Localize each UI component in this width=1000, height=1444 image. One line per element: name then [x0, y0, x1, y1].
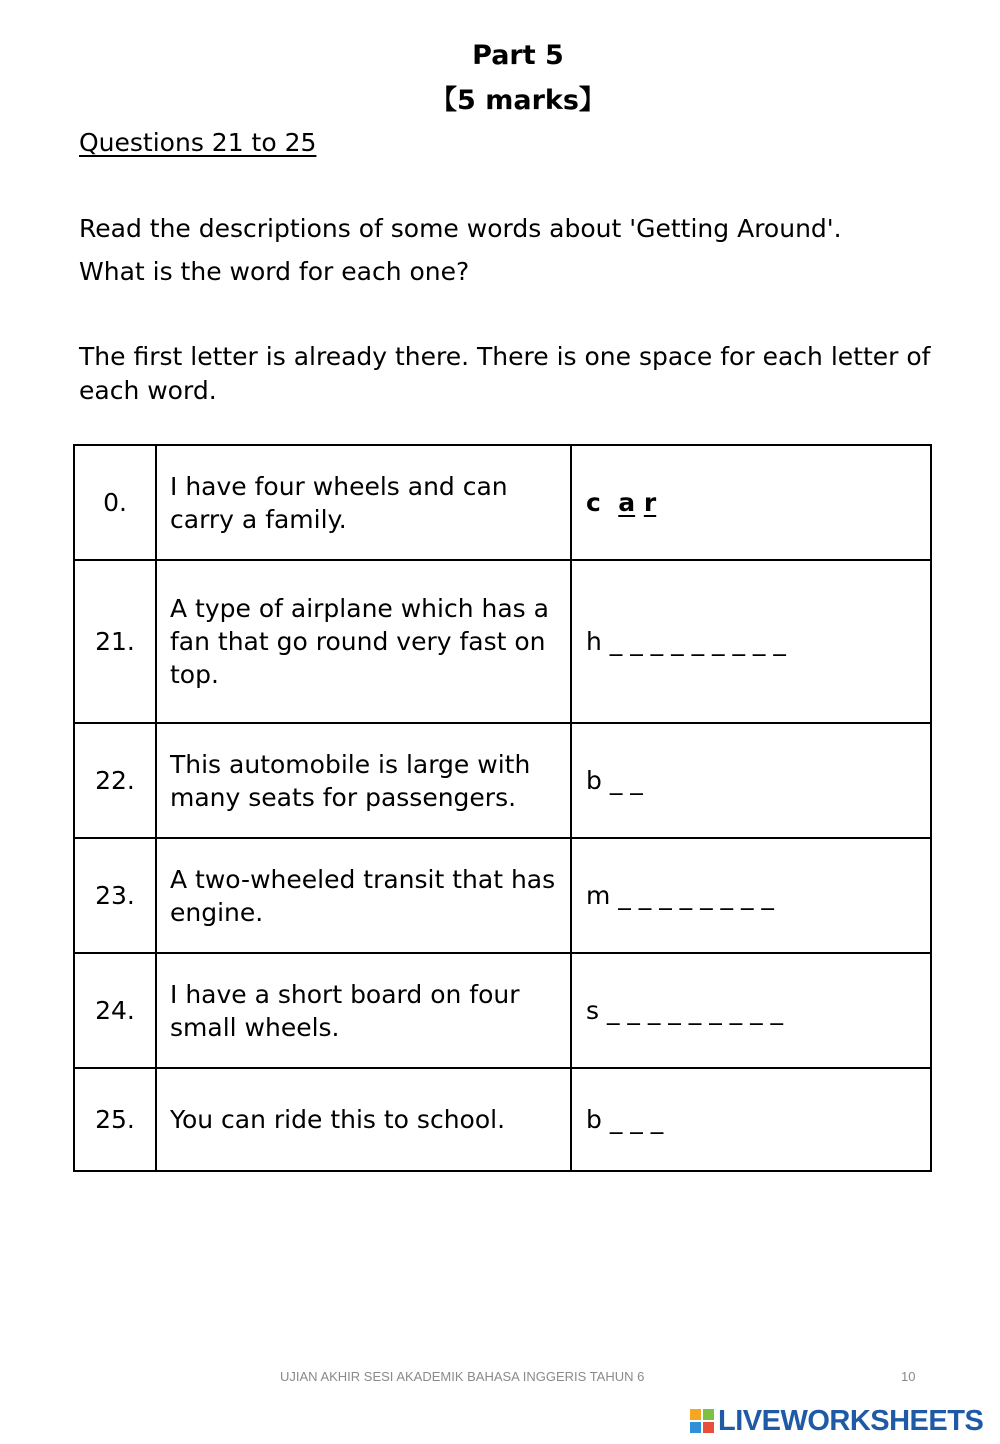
example-first-letter: c [586, 488, 601, 517]
logo-square [690, 1409, 701, 1420]
question-number: 23. [74, 838, 156, 953]
question-row-25 [74, 1068, 931, 1171]
question-row-21 [74, 560, 931, 723]
question-number: 21. [74, 560, 156, 723]
question-number: 25. [74, 1068, 156, 1171]
question-description: A two-wheeled transit that has engine. [156, 838, 571, 953]
question-row-23 [74, 838, 931, 953]
question-description: A type of airplane which has a fan that go round very fast on top. [156, 560, 571, 723]
question-description: I have four wheels and can carry a family. [156, 445, 571, 560]
question-number: 0. [74, 445, 156, 560]
page-number: 10 [901, 1369, 916, 1384]
question-row-24 [74, 953, 931, 1068]
marks-label: 【5 marks】 [430, 85, 606, 116]
question-number: 24. [74, 953, 156, 1068]
liveworksheets-brand[interactable] [690, 1404, 983, 1438]
example-row [74, 445, 931, 560]
instruction-line-3: The first letter is already there. There is one space for each letter of each word. [79, 342, 931, 405]
logo-square [703, 1422, 714, 1433]
question-number: 22. [74, 723, 156, 838]
questions-range-heading: Questions 21 to 25 [79, 128, 317, 157]
footer-text: UJIAN AKHIR SESI AKADEMIK BAHASA INGGERIS TAHUN 6 [280, 1369, 645, 1384]
answer-field[interactable]: h _ _ _ _ _ _ _ _ _ [571, 560, 931, 723]
questions-table [73, 444, 932, 1172]
question-description: This automobile is large with many seats for passengers. [156, 723, 571, 838]
example-answer [571, 445, 931, 560]
answer-field[interactable]: b _ _ _ [571, 1068, 931, 1171]
instruction-line-2: What is the word for each one? [79, 257, 470, 286]
question-row-22 [74, 723, 931, 838]
question-description: You can ride this to school. [156, 1068, 571, 1171]
question-description: I have a short board on four small wheels. [156, 953, 571, 1068]
answer-field[interactable]: s _ _ _ _ _ _ _ _ _ [571, 953, 931, 1068]
logo-square [690, 1422, 701, 1433]
answer-field[interactable]: b _ _ [571, 723, 931, 838]
part-title: Part 5 [472, 40, 564, 71]
answer-field[interactable]: m _ _ _ _ _ _ _ _ [571, 838, 931, 953]
liveworksheets-logo-icon [690, 1409, 714, 1433]
instruction-line-1: Read the descriptions of some words about 'Getting Around'. [79, 214, 842, 243]
example-letter: a [618, 488, 636, 517]
brand-name: LIVEWORKSHEETS [718, 1404, 984, 1437]
logo-square [703, 1409, 714, 1420]
example-letter: r [643, 488, 657, 517]
